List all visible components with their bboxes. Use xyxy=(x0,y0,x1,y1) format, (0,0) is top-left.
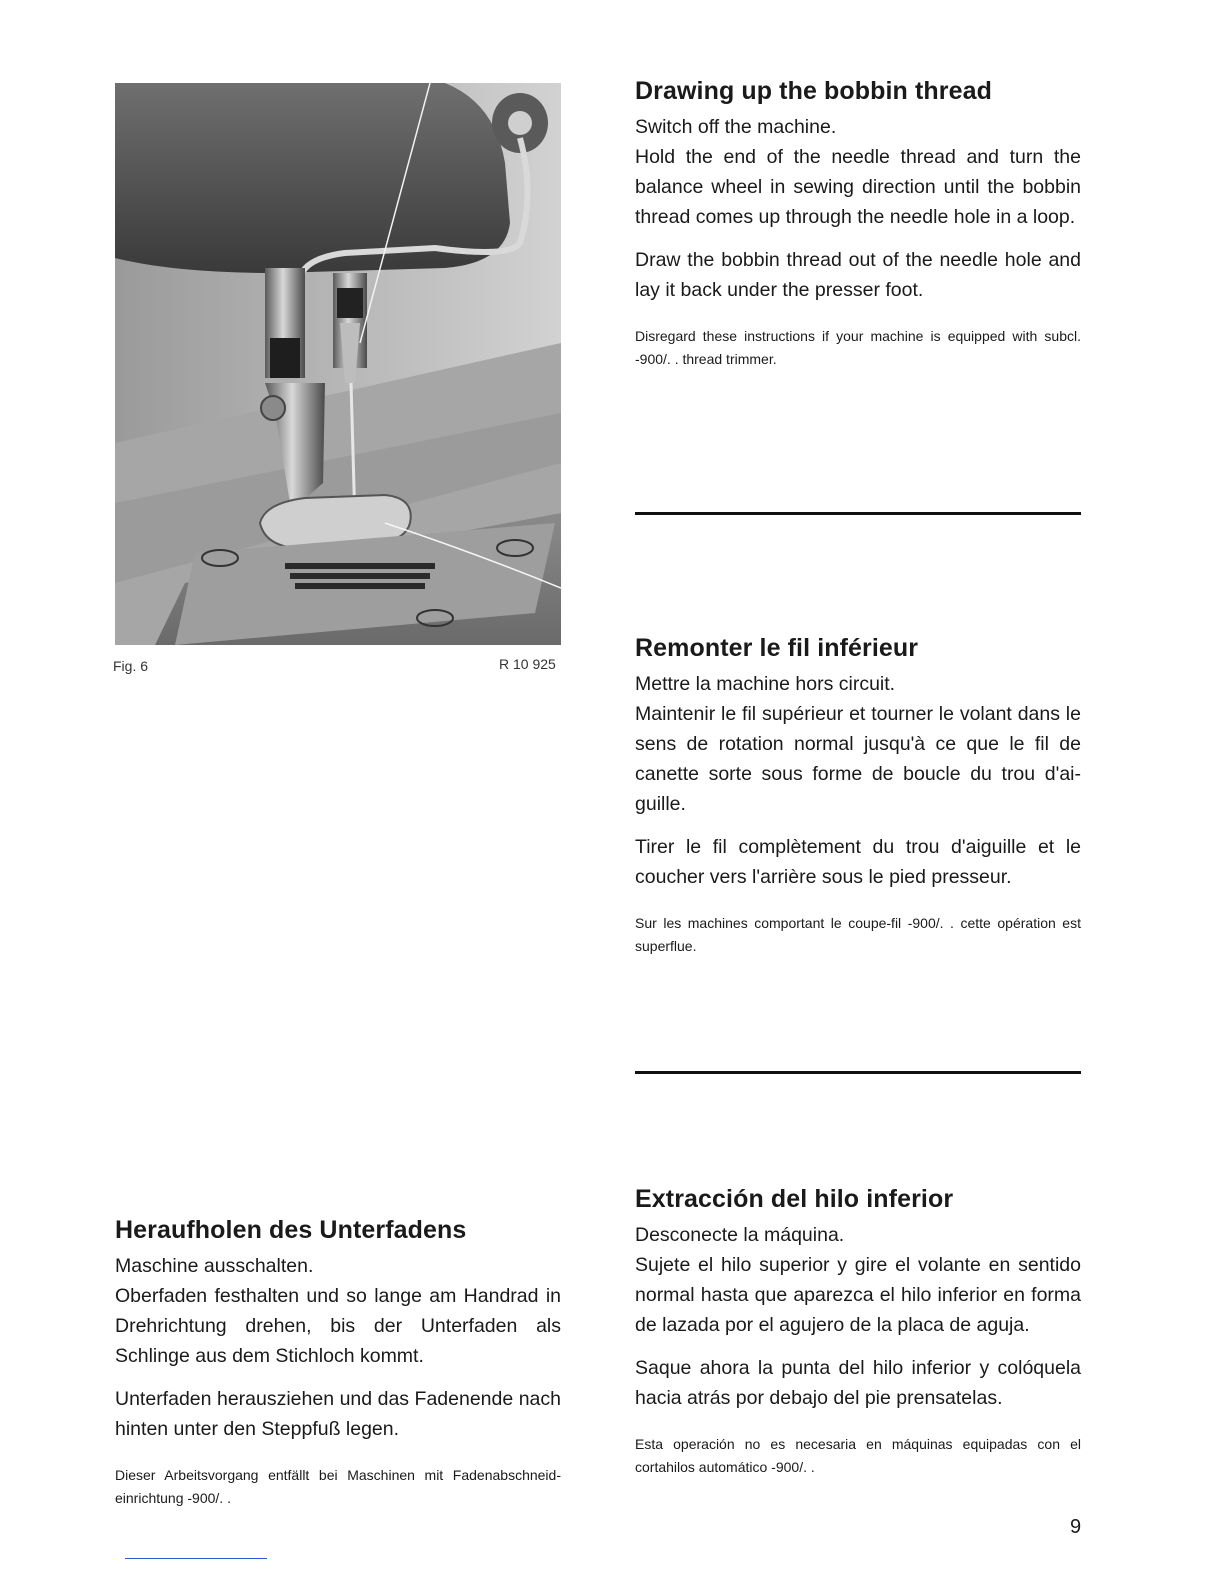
instruction-paragraph: Oberfaden festhalten und so lange am Handrad in Drehrichtung drehen, bis der Unterfaden als Schlinge aus dem Stichloch kommt. xyxy=(115,1285,561,1367)
section-title: Heraufholen des Unterfadens xyxy=(115,1216,467,1244)
instruction-line: Maschine ausschalten. xyxy=(115,1255,314,1277)
figure-label: Fig. 6 xyxy=(113,658,149,674)
instruction-paragraph: Draw the bobbin thread out of the needle hole and lay it back under the presser foot. xyxy=(635,249,1081,301)
note: Esta operación no es necesaria en máquinas equipadas con el cortahilos automático -900/. . xyxy=(635,1436,1081,1475)
divider xyxy=(635,512,1081,515)
instruction-line: Desconecte la máquina. xyxy=(635,1224,845,1246)
instruction-line: Mettre la machine hors circuit. xyxy=(635,673,896,695)
instruction-paragraph: Tirer le fil complètement du trou d'aiguille et le coucher vers l'arrière sous le pied presseur. xyxy=(635,836,1081,888)
section-english xyxy=(635,77,1081,371)
section-title: Remonter le fil inférieur xyxy=(635,634,919,662)
section-german xyxy=(115,1216,561,1510)
figure-6-photo xyxy=(115,83,561,645)
section-french xyxy=(635,634,1081,958)
instruction-paragraph: Saque ahora la punta del hilo inferior y colóquela hacia atrás por debajo del pie prensatelas. xyxy=(635,1357,1081,1409)
figure-code: R 10 925 xyxy=(499,656,556,672)
instruction-paragraph: Sujete el hilo superior y gire el volante en sentido normal hasta que aparezca el hilo inferior en forma de lazada por el agujero de la placa de aguja. xyxy=(635,1254,1081,1336)
note: Disregard these instructions if your machine is equipped with subcl. -900/. . thread trimmer. xyxy=(635,328,1081,367)
note: Dieser Arbeitsvorgang entfällt bei Maschinen mit Fadenabschneid-einrichtung -900/. . xyxy=(115,1467,561,1506)
instruction-line: Switch off the machine. xyxy=(635,116,837,138)
divider xyxy=(635,1071,1081,1074)
section-title: Extracción del hilo inferior xyxy=(635,1185,954,1213)
instruction-paragraph: Maintenir le fil supérieur et tourner le volant dans le sens de rotation normal jusqu'à ce que le fil de canette sorte sous forme de boucle du trou d'ai-guille. xyxy=(635,703,1081,815)
section-title: Drawing up the bobbin thread xyxy=(635,77,992,105)
instruction-paragraph: Unterfaden herausziehen und das Fadenende nach hinten unter den Steppfuß legen. xyxy=(115,1388,561,1440)
instruction-paragraph: Hold the end of the needle thread and turn the balance wheel in sewing direction until the bobbin thread comes up through the needle hole in a loop. xyxy=(635,146,1081,228)
page-number: 9 xyxy=(1070,1516,1082,1538)
section-spanish xyxy=(635,1185,1081,1479)
footer-line xyxy=(125,1558,267,1559)
note: Sur les machines comportant le coupe-fil -900/. . cette opération est superflue. xyxy=(635,915,1081,954)
